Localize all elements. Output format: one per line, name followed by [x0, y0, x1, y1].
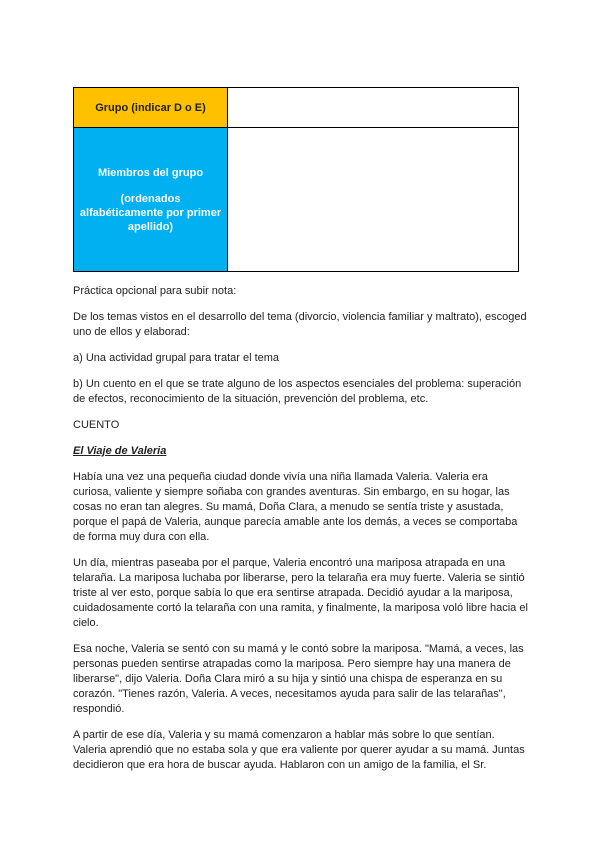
members-label-line: Miembros del grupo	[97, 166, 204, 179]
story-paragraph: A partir de ese día, Valeria y su mamá comenzaron a hablar más sobre lo que sentían. Valeria aprendió que no estaba sola y que era valiente por querer ayudar a su mamá. Juntas decidieron que era hora de buscar ayuda. Hablaron con un amigo de la familia, el Sr.	[73, 729, 525, 771]
group-info-table	[73, 87, 519, 272]
story-title: El Viaje de Valeria	[73, 445, 167, 457]
members-label-gap	[74, 180, 227, 192]
group-value-cell[interactable]	[228, 88, 519, 128]
group-label-cell	[74, 88, 228, 128]
intro-text: Práctica opcional para subir nota:	[73, 285, 237, 297]
members-label-cell	[74, 128, 228, 272]
members-label-line: alfabéticamente por primer	[79, 206, 222, 219]
members-label-line: (ordenados	[120, 192, 181, 205]
story-paragraph: Un día, mientras paseaba por el parque, Valeria encontró una mariposa atrapada en una telaraña. La mariposa luchaba por liberarse, pero la telaraña era muy fuerte. Valeria se sintió triste al ver esto, porque sabía lo que era sentirse atrapada. Decidió ayudar a la mariposa, cuidadosamente cortó la telaraña con una ramita, y finalmente, la mariposa voló libre hacia el cielo.	[73, 557, 528, 629]
group-row	[74, 88, 519, 128]
option-a-text: a) Una actividad grupal para tratar el tema	[73, 352, 280, 364]
instructions-text: De los temas vistos en el desarrollo del tema (divorcio, violencia familiar y maltrato), escoged uno de ellos y elaborad:	[73, 311, 527, 338]
members-row	[74, 128, 519, 272]
members-value-cell[interactable]	[228, 128, 519, 272]
section-heading: CUENTO	[73, 419, 120, 431]
document-body	[73, 284, 528, 784]
members-label-line: apellido)	[127, 220, 174, 233]
story-paragraph: Había una vez una pequeña ciudad donde vivía una niña llamada Valeria. Valeria era curiosa, valiente y siempre soñaba con grandes aventuras. Sin embargo, en su hogar, las cosas no eran tan alegres. Su mamá, Doña Clara, a menudo se sentía triste y asustada, porque el papá de Valeria, aunque parecía amable ante los demás, a veces se comportaba de forma muy dura con ella.	[73, 471, 518, 543]
option-b-text: b) Un cuento en el que se trate alguno de los aspectos esenciales del problema: superación de efectos, reconocimiento de la situación, prevención del problema, etc.	[73, 378, 522, 405]
story-paragraph: Esa noche, Valeria se sentó con su mamá y le contó sobre la mariposa. "Mamá, a veces, las personas pueden sentirse atrapadas como la mariposa. Pero siempre hay una manera de liberarse", dijo Valeria. Doña Clara miró a su hija y sintió una chispa de esperanza en su corazón. "Tienes razón, Valeria. A veces, necesitamos ayuda para salir de las telarañas", respondió.	[73, 643, 524, 715]
group-label: Grupo (indicar D o E)	[95, 101, 206, 114]
